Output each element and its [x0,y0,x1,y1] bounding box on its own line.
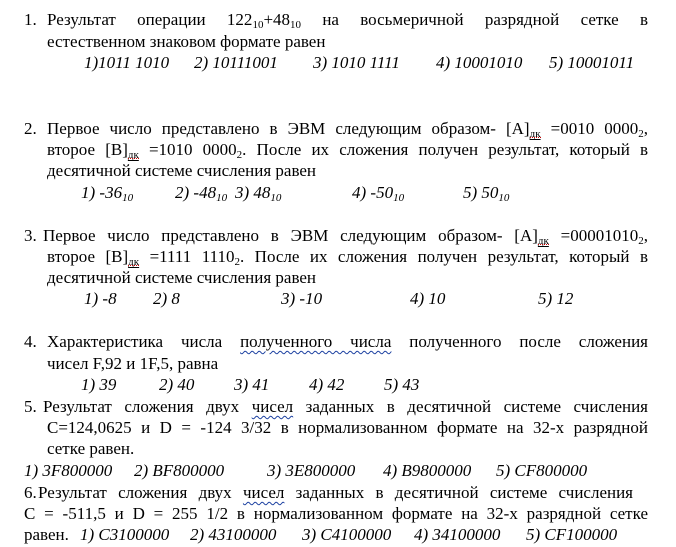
question-1-option-2: 2) 10111001 [194,53,278,72]
question-1-option-4: 4) 10001010 [436,53,523,72]
question-6-option-2: 2) 43100000 [190,525,277,544]
question-5-line-2: C=124,0625 и D = -124 3/32 в нормализованном формате на 32-х разрядной [47,418,648,437]
question-4-number: 4. [24,332,37,351]
question-5-option-3: 3) 3E800000 [267,461,356,480]
question-4-line-1: Характеристика числа полученного числа полученного после сложения [47,332,648,351]
question-5-line-3: сетке равен. [47,439,135,458]
question-5-number: 5. [24,397,37,416]
question-1-line-1: Результат операции $122_{10}+48_{10}$ на восьмеричной разрядной сетке в [47,10,648,31]
question-2-option-4: 4) $-50_{10}$ [352,183,405,204]
question-2-line-1: Первое число представлено в ЭВМ следующим образом- $[A]_{дк}$ =0010 $0000_2$, [47,119,649,140]
question-4-option-5: 5) 43 [384,375,420,394]
question-2-option-1: 1) $-36_{10}$ [81,183,134,204]
question-3-line-3: десятичной системе счисления равен [47,268,317,287]
question-1-option-5: 5) 10001011 [549,53,635,72]
question-6-line-2: C = -511,5 и D = 255 1/2 в нормализованном формате на 32-х разрядной сетке [24,504,648,523]
question-1-line-2: естественном знаковом формате равен [47,32,326,51]
question-6-option-4: 4) 34100000 [414,525,501,544]
question-6-option-1: 1) C3100000 [80,525,170,544]
question-4-option-3: 3) 41 [234,375,270,394]
spellcheck-underlined-text: чисел [251,397,294,416]
question-1-option-3: 3) 1010 1111 [313,53,400,72]
question-6-line-1: Результат сложения двух чисел заданных в десятичной системе счисления [38,483,634,502]
question-2-option-3: 3) $48_{10}$ [235,183,282,204]
question-6-number: 6. [24,483,37,502]
question-2-line-2: второе $[B]_{дк}$ =1010 $0000_2$. После их сложения получен результат, который в [47,140,648,161]
question-3-option-1: 1) -8 [84,289,117,308]
question-3-option-2: 2) 8 [153,289,180,308]
question-1-option-1: 1)1011 1010 [84,53,170,72]
question-4-option-4: 4) 42 [309,375,345,394]
question-1-number: 1. [24,10,37,29]
question-3-option-4: 4) 10 [410,289,446,308]
question-2-line-3: десятичной системе счисления равен [47,161,317,180]
question-3-line-2: второе $[B]_{дк}$ =1111 $1110_2$. После их сложения получен результат, который в [47,247,648,268]
question-2-option-5: 5) $50_{10}$ [463,183,510,204]
question-3-option-3: 3) -10 [281,289,323,308]
question-5-option-1: 1) 3F800000 [24,461,113,480]
question-3-line-1: Первое число представлено в ЭВМ следующим образом- $[A]_{дк}$ $=00001010_2$, [43,226,648,247]
question-6-option-3: 3) C4100000 [302,525,392,544]
question-2-option-2: 2) $-48_{10}$ [175,183,228,204]
question-6-line-3-prefix: равен. [24,525,69,544]
question-2-number: 2. [24,119,37,138]
question-5-option-5: 5) CF800000 [496,461,588,480]
question-4-option-1: 1) 39 [81,375,117,394]
question-6-option-5: 5) CF100000 [526,525,618,544]
spellcheck-underlined-text: чисел [242,483,285,502]
question-4-line-2: чисел F,92 и 1F,5, равна [47,354,219,373]
question-3-option-5: 5) 12 [538,289,574,308]
question-3-number: 3. [24,226,37,245]
question-4-option-2: 2) 40 [159,375,195,394]
question-5-option-2: 2) BF800000 [134,461,225,480]
question-5-line-1: Результат сложения двух чисел заданных в десятичной системе счисления [43,397,649,416]
question-5-option-4: 4) B9800000 [383,461,472,480]
spellcheck-underlined-text: полученного числа [240,332,392,351]
